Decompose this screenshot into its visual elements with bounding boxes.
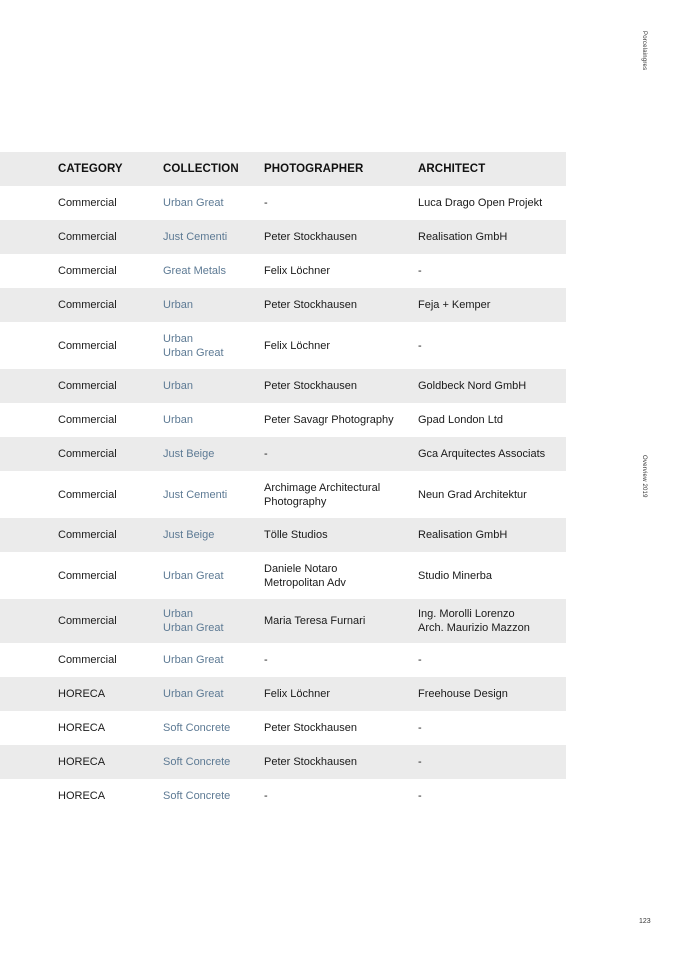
photographer-cell-line: - — [264, 790, 268, 802]
header-category: CATEGORY — [58, 163, 123, 175]
category-cell: HORECA — [58, 722, 106, 734]
architect-cell — [418, 721, 566, 735]
category-cell: Commercial — [58, 265, 117, 277]
collection-cell — [163, 230, 264, 244]
architect-cell-line: Luca Drago Open Projekt — [418, 197, 543, 209]
table-row — [0, 552, 566, 599]
photographer-cell — [264, 196, 418, 210]
collection-cell-line: Urban — [163, 332, 193, 345]
photographer-cell-line: Felix Löchner — [264, 688, 331, 700]
photographer-cell — [264, 721, 418, 735]
photographer-cell — [264, 755, 418, 769]
architect-cell-line: Studio Minerba — [418, 569, 492, 582]
architect-cell-line: Gca Arquitectes Associats — [418, 448, 546, 460]
collection-cell — [163, 653, 264, 667]
table-row — [0, 599, 566, 643]
category-cell: Commercial — [58, 380, 117, 392]
collection-cell-line: Great Metals — [163, 265, 226, 277]
architect-cell-line: - — [418, 722, 422, 734]
table-header-row — [0, 152, 566, 186]
category-cell: Commercial — [58, 197, 117, 209]
photographer-cell — [264, 789, 418, 803]
photographer-cell — [264, 528, 418, 542]
collection-cell-line: Urban Great — [163, 346, 224, 359]
category-cell: Commercial — [58, 339, 117, 352]
photographer-cell-line: Peter Stockhausen — [264, 380, 357, 392]
collection-cell — [163, 755, 264, 769]
collection-cell-line: Soft Concrete — [163, 756, 231, 768]
collection-cell-line: Urban Great — [163, 569, 224, 582]
category-cell: HORECA — [58, 790, 106, 802]
architect-cell — [418, 413, 566, 427]
table-row — [0, 220, 566, 254]
photographer-cell-line: Peter Stockhausen — [264, 299, 357, 311]
photographer-cell — [264, 562, 418, 590]
collection-cell — [163, 721, 264, 735]
architect-cell-line: Goldbeck Nord GmbH — [418, 380, 527, 392]
architect-cell-line: Realisation GmbH — [418, 529, 508, 541]
photographer-cell — [264, 687, 418, 701]
category-cell: Commercial — [58, 231, 117, 243]
photographer-cell-line: - — [264, 448, 268, 460]
category-cell: HORECA — [58, 756, 106, 768]
collection-cell — [163, 687, 264, 701]
category-cell: Commercial — [58, 448, 117, 460]
table-row — [0, 779, 566, 813]
photographer-cell-line: Maria Teresa Furnari — [264, 615, 366, 627]
collection-cell — [163, 607, 264, 635]
header-photographer: PHOTOGRAPHER — [264, 163, 364, 175]
category-cell: Commercial — [58, 414, 117, 426]
table-row — [0, 711, 566, 745]
photographer-cell-line: Photography — [264, 495, 327, 508]
architect-cell-line: Arch. Maurizio Mazzon — [418, 622, 530, 634]
architect-cell-line: - — [418, 790, 422, 802]
photographer-cell — [264, 230, 418, 244]
header-architect: ARCHITECT — [418, 163, 486, 175]
table-row — [0, 369, 566, 403]
collection-cell — [163, 332, 264, 360]
collection-cell-line: Just Cementi — [163, 231, 228, 243]
collection-cell — [163, 298, 264, 312]
collection-cell-line: Just Beige — [163, 529, 215, 541]
photographer-cell-line: Daniele Notaro — [264, 562, 338, 575]
architect-cell-line: Neun Grad Architektur — [418, 488, 527, 501]
photographer-cell — [264, 264, 418, 278]
collection-cell-line: Urban — [163, 414, 193, 426]
architect-cell-line: - — [418, 756, 422, 768]
collection-cell — [163, 447, 264, 461]
architect-cell — [418, 755, 566, 769]
photographer-cell-line: Felix Löchner — [264, 265, 331, 277]
table-body — [0, 186, 566, 813]
photographer-cell-line: Felix Löchner — [264, 339, 331, 352]
architect-cell — [418, 230, 566, 244]
collection-cell — [163, 528, 264, 542]
category-cell: Commercial — [58, 615, 117, 627]
collection-cell-line: Urban Great — [163, 688, 224, 700]
category-cell: Commercial — [58, 654, 117, 666]
photographer-cell-line: - — [264, 654, 268, 666]
architect-cell — [418, 488, 566, 502]
architect-cell — [418, 339, 566, 353]
category-cell: Commercial — [58, 299, 117, 311]
side-overview-label: Overview 2019 — [641, 455, 647, 498]
collection-cell — [163, 488, 264, 502]
category-cell: Commercial — [58, 488, 117, 501]
collection-cell — [163, 379, 264, 393]
table-row — [0, 186, 566, 220]
photographer-cell-line: Tölle Studios — [264, 529, 328, 541]
architect-cell-line: - — [418, 265, 422, 277]
architect-cell — [418, 789, 566, 803]
architect-cell-line: - — [418, 654, 422, 666]
collection-cell-line: Soft Concrete — [163, 790, 231, 802]
collection-cell-line: Urban Great — [163, 197, 224, 209]
architect-cell-line: Gpad London Ltd — [418, 414, 504, 426]
architect-cell — [418, 569, 566, 583]
photographer-cell — [264, 447, 418, 461]
collection-cell-line: Soft Concrete — [163, 722, 231, 734]
collection-cell-line: Just Cementi — [163, 488, 228, 501]
table-row — [0, 254, 566, 288]
table-row — [0, 288, 566, 322]
photographer-cell — [264, 379, 418, 393]
table-row — [0, 437, 566, 471]
header-collection: COLLECTION — [163, 163, 239, 175]
collection-cell-line: Just Beige — [163, 448, 215, 460]
architect-cell — [418, 298, 566, 312]
collection-cell — [163, 196, 264, 210]
photographer-cell — [264, 298, 418, 312]
architect-cell — [418, 687, 566, 701]
category-cell: Commercial — [58, 529, 117, 541]
photographer-cell-line: Peter Stockhausen — [264, 231, 357, 243]
collection-cell-line: Urban — [163, 608, 193, 620]
collection-cell — [163, 413, 264, 427]
architect-cell-line: Feja + Kemper — [418, 299, 491, 311]
architect-cell — [418, 607, 566, 635]
architect-cell-line: Realisation GmbH — [418, 231, 508, 243]
table-row — [0, 643, 566, 677]
table-row — [0, 518, 566, 552]
photographer-cell-line: Peter Stockhausen — [264, 722, 357, 734]
photographer-cell-line: Archimage Architectural — [264, 481, 381, 494]
collection-cell-line: Urban — [163, 299, 193, 311]
collection-cell — [163, 789, 264, 803]
table-row — [0, 471, 566, 518]
photographer-cell — [264, 413, 418, 427]
photographer-cell — [264, 481, 418, 509]
collection-cell-line: Urban Great — [163, 654, 224, 666]
collection-cell — [163, 569, 264, 583]
photographer-cell — [264, 653, 418, 667]
architect-cell — [418, 196, 566, 210]
collection-cell-line: Urban Great — [163, 622, 224, 634]
photographer-cell-line: - — [264, 197, 268, 209]
collection-cell — [163, 264, 264, 278]
photographer-cell — [264, 614, 418, 628]
photographer-cell-line: Metropolitan Adv — [264, 576, 346, 589]
category-cell: HORECA — [58, 688, 106, 700]
architect-cell — [418, 264, 566, 278]
collection-cell-line: Urban — [163, 380, 193, 392]
photographer-cell-line: Peter Savagr Photography — [264, 414, 394, 426]
table-row — [0, 745, 566, 779]
architect-cell — [418, 447, 566, 461]
architect-cell-line: - — [418, 339, 422, 352]
table-row — [0, 322, 566, 369]
architect-cell-line: Ing. Morolli Lorenzo — [418, 608, 515, 620]
architect-cell — [418, 379, 566, 393]
photographer-cell — [264, 339, 418, 353]
category-cell: Commercial — [58, 569, 117, 582]
photographer-cell-line: Peter Stockhausen — [264, 756, 357, 768]
table-row — [0, 403, 566, 437]
page-number: 123 — [639, 918, 651, 925]
side-brand-label: Porcelaingres — [641, 31, 647, 71]
architect-cell — [418, 528, 566, 542]
table-row — [0, 677, 566, 711]
architect-cell-line: Freehouse Design — [418, 688, 508, 700]
architect-cell — [418, 653, 566, 667]
projects-table — [0, 152, 566, 813]
